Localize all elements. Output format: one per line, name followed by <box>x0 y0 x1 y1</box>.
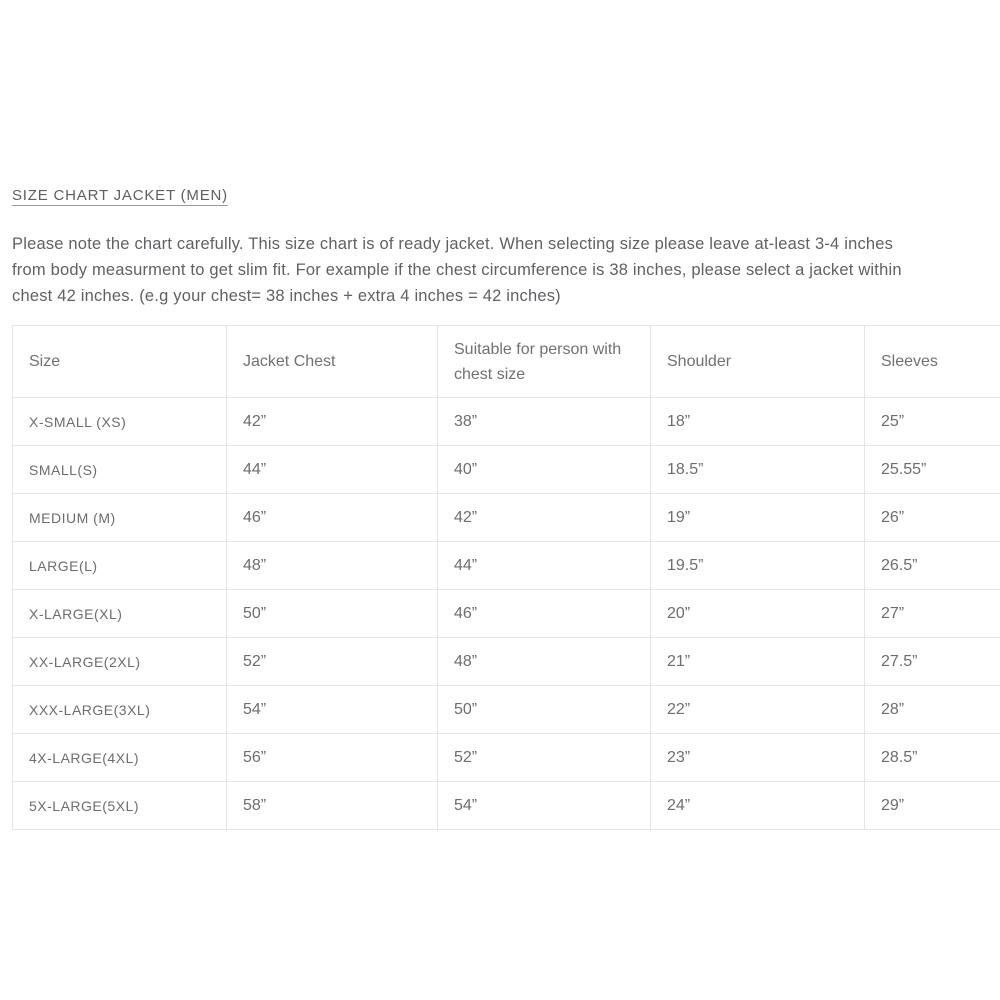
table-row <box>13 494 1000 542</box>
jacket-chest-cell: 48” <box>227 542 438 590</box>
size-cell: MEDIUM (M) <box>13 494 227 542</box>
table-row <box>13 734 1000 782</box>
intro-line: from body measurment to get slim fit. For example if the chest circumference is 38 inches, please select a jacket within <box>12 261 902 279</box>
sleeves-cell: 25” <box>865 398 1000 446</box>
jacket-chest-cell: 46” <box>227 494 438 542</box>
shoulder-cell: 19” <box>651 494 865 542</box>
sleeves-cell: 25.55” <box>865 446 1000 494</box>
shoulder-cell: 22” <box>651 686 865 734</box>
jacket-chest-cell: 44” <box>227 446 438 494</box>
jacket-chest-cell: 52” <box>227 638 438 686</box>
size-chart-table <box>12 325 1000 830</box>
intro-paragraph <box>12 231 902 309</box>
size-cell: X-SMALL (XS) <box>13 398 227 446</box>
header-cell-size: Size <box>13 326 227 398</box>
sleeves-cell: 26.5” <box>865 542 1000 590</box>
shoulder-cell: 20” <box>651 590 865 638</box>
shoulder-cell: 18” <box>651 398 865 446</box>
size-cell: X-LARGE(XL) <box>13 590 227 638</box>
table-row <box>13 446 1000 494</box>
shoulder-cell: 18.5” <box>651 446 865 494</box>
table-row <box>13 542 1000 590</box>
suitable-chest-cell: 50” <box>438 686 651 734</box>
jacket-chest-cell: 50” <box>227 590 438 638</box>
suitable-chest-cell: 42” <box>438 494 651 542</box>
jacket-chest-cell: 58” <box>227 782 438 830</box>
table-row <box>13 686 1000 734</box>
suitable-chest-cell: 38” <box>438 398 651 446</box>
size-chart-table-wrapper <box>12 325 1000 830</box>
table-row <box>13 638 1000 686</box>
size-cell: LARGE(L) <box>13 542 227 590</box>
header-cell-shoulder: Shoulder <box>651 326 865 398</box>
suitable-chest-cell: 54” <box>438 782 651 830</box>
shoulder-cell: 21” <box>651 638 865 686</box>
intro-line: Please note the chart carefully. This size chart is of ready jacket. When selecting size please leave at-least 3-4 inches <box>12 235 894 253</box>
jacket-chest-cell: 56” <box>227 734 438 782</box>
suitable-chest-cell: 46” <box>438 590 651 638</box>
size-cell: 4X-LARGE(4XL) <box>13 734 227 782</box>
sleeves-cell: 28.5” <box>865 734 1000 782</box>
suitable-chest-cell: 44” <box>438 542 651 590</box>
shoulder-cell: 24” <box>651 782 865 830</box>
suitable-chest-cell: 40” <box>438 446 651 494</box>
suitable-chest-cell: 52” <box>438 734 651 782</box>
size-cell: XXX-LARGE(3XL) <box>13 686 227 734</box>
sleeves-cell: 26” <box>865 494 1000 542</box>
table-row <box>13 590 1000 638</box>
sleeves-cell: 27” <box>865 590 1000 638</box>
size-cell: SMALL(S) <box>13 446 227 494</box>
intro-line: chest 42 inches. (e.g your chest= 38 inches + extra 4 inches = 42 inches) <box>12 287 561 305</box>
suitable-chest-cell: 48” <box>438 638 651 686</box>
jacket-chest-cell: 54” <box>227 686 438 734</box>
shoulder-cell: 23” <box>651 734 865 782</box>
table-row <box>13 782 1000 830</box>
size-cell: XX-LARGE(2XL) <box>13 638 227 686</box>
header-cell-sleeves: Sleeves <box>865 326 1000 398</box>
sleeves-cell: 28” <box>865 686 1000 734</box>
table-row <box>13 398 1000 446</box>
table-header-row <box>13 326 1000 398</box>
page-title: SIZE CHART JACKET (MEN) <box>12 187 228 204</box>
header-cell-suitable-chest: Suitable for person with chest size <box>438 326 651 398</box>
shoulder-cell: 19.5” <box>651 542 865 590</box>
header-cell-jacket-chest: Jacket Chest <box>227 326 438 398</box>
jacket-chest-cell: 42” <box>227 398 438 446</box>
sleeves-cell: 27.5” <box>865 638 1000 686</box>
size-cell: 5X-LARGE(5XL) <box>13 782 227 830</box>
sleeves-cell: 29” <box>865 782 1000 830</box>
